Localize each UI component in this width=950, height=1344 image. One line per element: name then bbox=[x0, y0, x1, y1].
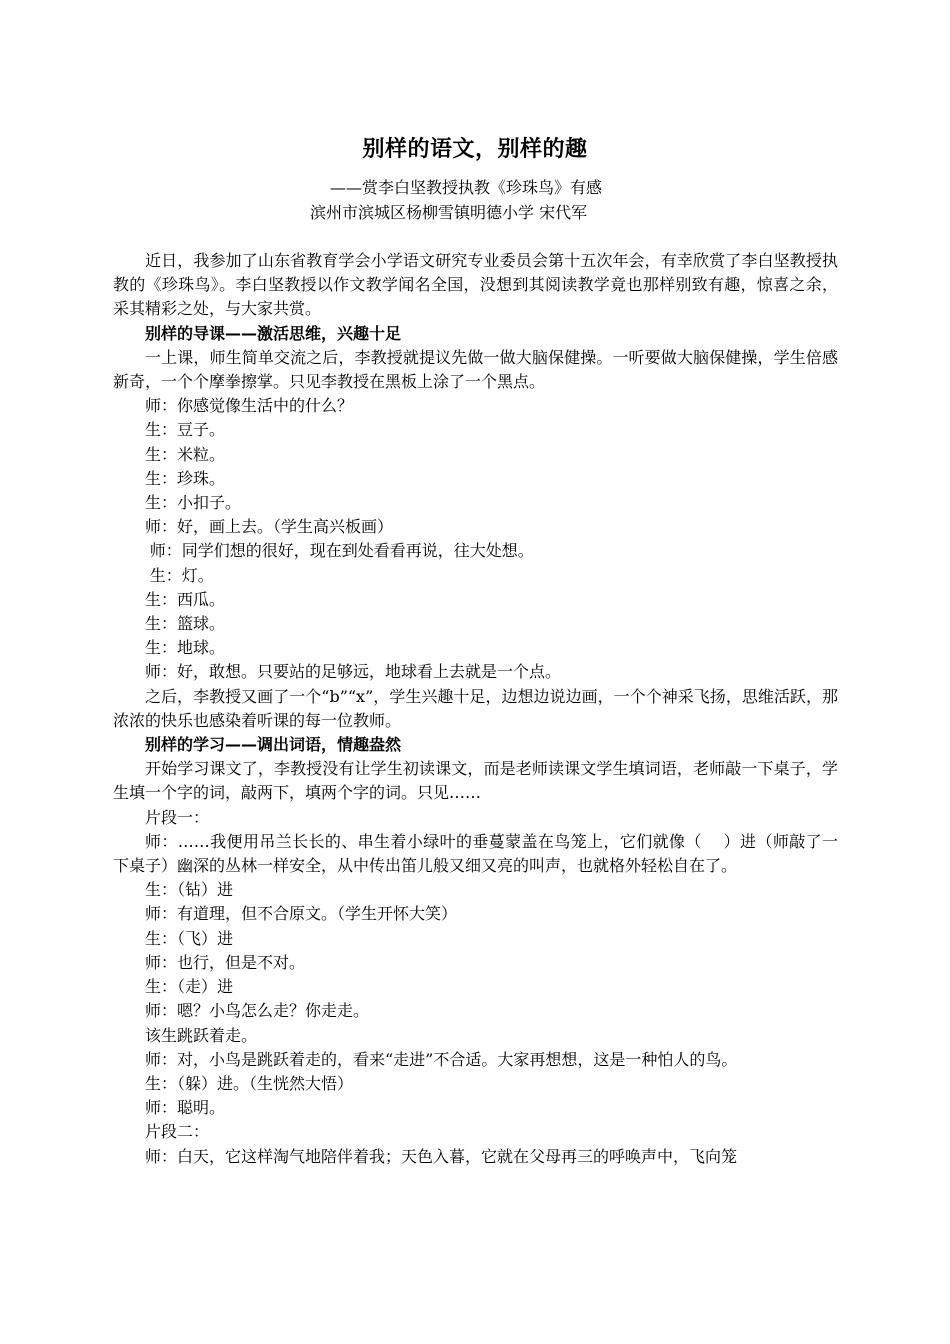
segment-label: 片段二： bbox=[145, 1122, 210, 1142]
dialogue-line: 师：好，画上去。（学生高兴板画） bbox=[145, 517, 394, 537]
dialogue-line: 生：地球。 bbox=[145, 638, 226, 658]
body-paragraph: 该生跳跃着走。 bbox=[145, 1025, 258, 1045]
body-paragraph: 一上课，师生简单交流之后，李教授就提议先做一做大脑保健操。一听要做大脑保健操，学生倍感新奇，一个个摩拳擦掌。只见李教授在黑板上涂了一个黑点。 bbox=[113, 347, 838, 392]
body-paragraph: 之后，李教授又画了一个“b”“x”，学生兴趣十足，边想边说边画，一个个神采飞扬，思维活跃，那浓浓的快乐也感染着听课的每一位教师。 bbox=[113, 686, 838, 730]
dialogue-line: 生：米粒。 bbox=[145, 444, 226, 464]
dialogue-line: 生：珍珠。 bbox=[145, 468, 226, 488]
dialogue-line: 生：（躲）进。（生恍然大悟） bbox=[145, 1073, 354, 1093]
dialogue-line: 师：白天，它这样淘气地陪伴着我；天色入暮，它就在父母再三的呼唤声中，飞向笼 bbox=[145, 1146, 738, 1166]
dialogue-line: 师：……我便用吊兰长长的、串生着小绿叶的垂蔓蒙盖在鸟笼上，它们就像（ ）进（师敲了一下桌子）幽深的丛林一样安全，从中传出笛儿般又细又亮的叫声，也就格外轻松自在了。 bbox=[113, 831, 838, 876]
dialogue-line: 生：篮球。 bbox=[145, 614, 226, 634]
dialogue-line: 师：好，敢想。只要站的足够远，地球看上去就是一个点。 bbox=[145, 662, 562, 682]
section-heading: 别样的导课——激活思维，兴趣十足 bbox=[145, 323, 402, 343]
document-title: 别样的语文，别样的趣 bbox=[362, 137, 588, 162]
article-body bbox=[113, 249, 838, 1169]
dialogue-line: 师：你感觉像生活中的什么？ bbox=[145, 396, 354, 416]
intro-paragraph: 近日，我参加了山东省教育学会小学语文研究专业委员会第十五次年会，有幸欣赏了李白坚教授执教的《珍珠鸟》。李白坚教授以作文教学闻名全国，没想到其阅读教学竟也那样别致有趣，惊喜之余，采其精彩之处，与大家共赏。 bbox=[113, 251, 838, 319]
dialogue-line: 师：嗯？小鸟怎么走？你走走。 bbox=[145, 1001, 370, 1021]
dialogue-line: 生：豆子。 bbox=[145, 420, 226, 440]
dialogue-line: 生：灯。 bbox=[149, 565, 214, 585]
dialogue-line: 生：（钻）进 bbox=[145, 880, 234, 900]
body-paragraph: 开始学习课文了，李教授没有让学生初读课文，而是老师读课文学生填词语，老师敲一下桌子，学生填一个字的词，敲两下，填两个字的词。只见…… bbox=[113, 759, 838, 803]
dialogue-line: 师：对，小鸟是跳跃着走的，看来“走进”不合适。大家再想想，这是一种怕人的鸟。 bbox=[145, 1049, 738, 1069]
dialogue-line: 生：小扣子。 bbox=[145, 493, 242, 513]
dialogue-line: 生：（飞）进 bbox=[145, 928, 234, 948]
segment-label: 片段一： bbox=[145, 807, 210, 827]
author-line: 滨州市滨城区杨柳雪镇明德小学 宋代军 bbox=[310, 203, 588, 222]
dialogue-line: 师：同学们想的很好，现在到处看看再说，往大处想。 bbox=[149, 541, 534, 561]
document-subtitle: ——赏李白坚教授执教《珍珠鸟》有感 bbox=[330, 178, 603, 197]
section-heading: 别样的学习——调出词语，情趣盎然 bbox=[145, 735, 402, 755]
dialogue-line: 师：有道理，但不合原文。（学生开怀大笑） bbox=[145, 904, 458, 924]
dialogue-line: 师：也行，但是不对。 bbox=[145, 952, 306, 972]
dialogue-line: 生：西瓜。 bbox=[145, 589, 226, 609]
dialogue-line: 生：（走）进 bbox=[145, 977, 234, 997]
dialogue-line: 师：聪明。 bbox=[145, 1098, 226, 1118]
